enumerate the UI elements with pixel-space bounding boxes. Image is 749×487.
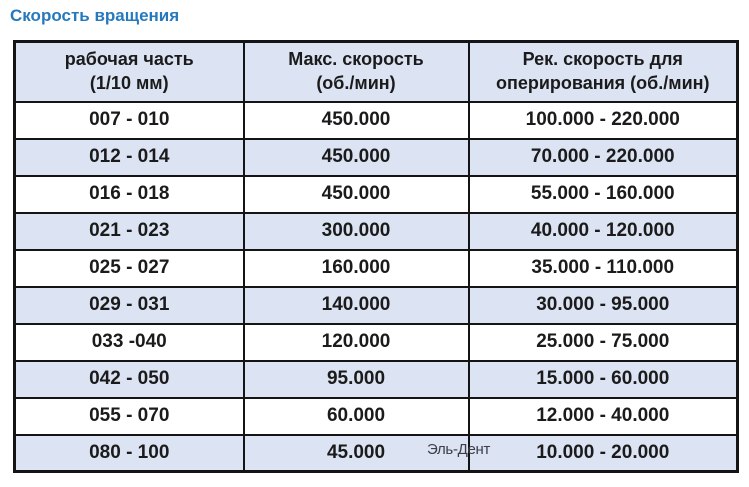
watermark-logo: Эль-Дент — [427, 441, 491, 458]
column-header-line2: (1/10 мм) — [89, 72, 169, 93]
table-row — [15, 250, 738, 287]
table-cell: 016 - 018 — [15, 176, 244, 213]
table-row — [15, 213, 738, 250]
column-header-line1: Макс. скорость — [288, 49, 424, 70]
table-cell: 450.000 — [244, 139, 469, 176]
table-cell: 45.000 — [244, 435, 469, 472]
table-cell: 450.000 — [244, 176, 469, 213]
table-row — [15, 324, 738, 361]
table-cell: 080 - 100 — [15, 435, 244, 472]
table-row — [15, 139, 738, 176]
table-cell: 95.000 — [244, 361, 469, 398]
table-cell: 140.000 — [244, 287, 469, 324]
table-cell: 007 - 010 — [15, 102, 244, 139]
table-cell: 70.000 - 220.000 — [469, 139, 738, 176]
table-cell: 025 - 027 — [15, 250, 244, 287]
table-row — [15, 287, 738, 324]
table-cell: 042 - 050 — [15, 361, 244, 398]
column-header-line1: рабочая часть — [64, 49, 194, 70]
table-cell: 033 -040 — [15, 324, 244, 361]
table-cell: 021 - 023 — [15, 213, 244, 250]
column-header-line2: (об./мин) — [316, 72, 396, 93]
table-cell: 12.000 - 40.000 — [469, 398, 738, 435]
table-row — [15, 176, 738, 213]
column-header-3 — [469, 42, 738, 102]
table-cell: 120.000 — [244, 324, 469, 361]
table-row — [15, 102, 738, 139]
rotation-speed-table — [13, 40, 739, 473]
table-cell: 012 - 014 — [15, 139, 244, 176]
column-header-1 — [15, 42, 244, 102]
column-header-line1: Рек. скорость для — [522, 49, 683, 70]
table-row — [15, 361, 738, 398]
table-cell: 450.000 — [244, 102, 469, 139]
table-row — [15, 435, 738, 472]
table-cell: 55.000 - 160.000 — [469, 176, 738, 213]
table-header-row — [15, 42, 738, 102]
table-cell: 160.000 — [244, 250, 469, 287]
table-cell: 300.000 — [244, 213, 469, 250]
column-header-2 — [244, 42, 469, 102]
table-cell: 60.000 — [244, 398, 469, 435]
table-cell: 15.000 - 60.000 — [469, 361, 738, 398]
table-cell: 30.000 - 95.000 — [469, 287, 738, 324]
table-cell: 055 - 070 — [15, 398, 244, 435]
table-cell: 100.000 - 220.000 — [469, 102, 738, 139]
table-cell: 10.000 - 20.000 — [469, 435, 738, 472]
table-cell: 25.000 - 75.000 — [469, 324, 738, 361]
column-header-line2: оперирования (об./мин) — [495, 72, 710, 93]
page-title: Скорость вращения — [10, 6, 180, 25]
table-cell: 029 - 031 — [15, 287, 244, 324]
table-row — [15, 398, 738, 435]
table-cell: 40.000 - 120.000 — [469, 213, 738, 250]
table-cell: 35.000 - 110.000 — [469, 250, 738, 287]
